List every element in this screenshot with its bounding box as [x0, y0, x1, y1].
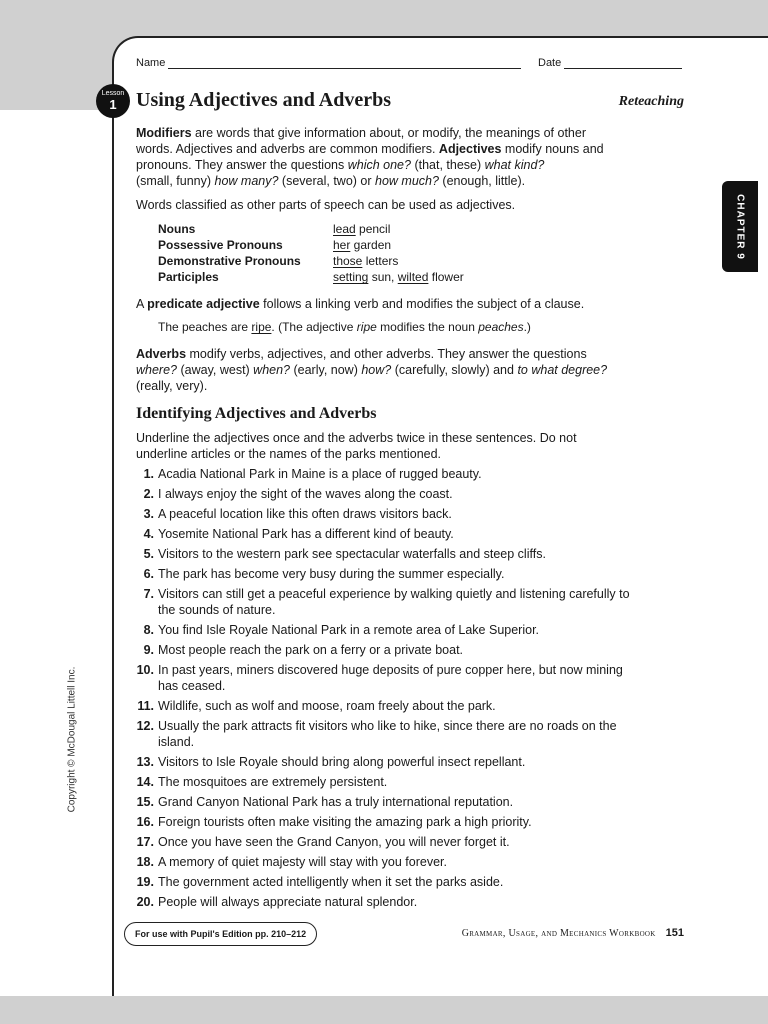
intro-text-1: are words that give information about, or modify, the meanings of other words. Adjectives and adverbs are common modifiers. [136, 126, 586, 156]
item-sentence[interactable]: Yosemite National Park has a different kind of beauty. [158, 527, 454, 541]
example-text-4: .) [523, 320, 531, 334]
date-label: Date [538, 57, 562, 69]
example-row [158, 253, 464, 269]
answer-many: (several, two) or [278, 174, 375, 188]
predicate-example [158, 319, 648, 335]
item-number: 15. [136, 795, 154, 809]
exercise-instructions: Underline the adjectives once and the adverbs twice in these sentences. Do not underline articles or the names of the parks mentioned. [136, 431, 577, 461]
example-text-1: The peaches are [158, 320, 252, 334]
answer-much: (enough, little). [438, 174, 526, 188]
exercise-item [136, 854, 636, 870]
example-text-2: . (The adjective [271, 320, 357, 334]
exercise-item [136, 526, 636, 542]
item-sentence[interactable]: In past years, miners discovered huge deposits of pure copper here, but now mining has ceased. [158, 663, 623, 693]
item-sentence[interactable]: A peaceful location like this often draws visitors back. [158, 507, 452, 521]
lesson-word: Lesson [101, 90, 125, 97]
lesson-number: 1 [109, 97, 117, 112]
exercise-heading: Identifying Adjectives and Adverbs [136, 405, 377, 422]
bottom-margin-band [0, 996, 768, 1024]
example-text-3: modifies the noun [376, 320, 479, 334]
item-sentence[interactable]: Grand Canyon National Park has a truly international reputation. [158, 795, 514, 809]
example-italic-1: ripe [356, 320, 377, 334]
answer-which: (that, these) [410, 158, 485, 172]
footer-workbook [420, 927, 684, 939]
example-phrase [333, 221, 464, 237]
item-sentence[interactable]: I always enjoy the sight of the waves along the coast. [158, 487, 453, 501]
item-sentence[interactable]: Visitors can still get a peaceful experience by walking quietly and listening carefully to the sounds of nature. [158, 587, 630, 617]
item-number: 4. [143, 527, 154, 541]
item-number: 7. [143, 587, 154, 601]
exercise-item [136, 774, 636, 790]
name-line[interactable] [168, 58, 521, 69]
example-modifier: wilted [397, 270, 429, 284]
item-number: 10. [136, 663, 154, 677]
exercise-list [136, 466, 636, 914]
item-number: 9. [143, 643, 154, 657]
item-number: 2. [143, 487, 154, 501]
item-sentence[interactable]: People will always appreciate natural splendor. [158, 895, 418, 909]
answer-how: (carefully, slowly) and [391, 363, 518, 377]
exercise-item [136, 486, 636, 502]
exercise-item [136, 642, 636, 658]
example-modifier: setting [333, 270, 369, 284]
exercise-item [136, 566, 636, 582]
item-sentence[interactable]: The park has become very busy during the summer especially. [158, 567, 505, 581]
predicate-text-1: A [136, 297, 148, 311]
item-sentence[interactable]: The mosquitoes are extremely persistent. [158, 775, 388, 789]
item-number: 8. [143, 623, 154, 637]
item-number: 12. [136, 719, 154, 733]
workbook-title: Grammar, Usage, and Mechanics Workbook [461, 928, 656, 939]
item-sentence[interactable]: Usually the park attracts fit visitors who like to hike, since there are no roads on the island. [158, 719, 617, 749]
exercise-item [136, 874, 636, 890]
chapter-tab [722, 181, 758, 272]
item-sentence[interactable]: Once you have seen the Grand Canyon, you will never forget it. [158, 835, 510, 849]
question-kind: what kind? [484, 158, 545, 172]
answer-where: (away, west) [177, 363, 254, 377]
date-line[interactable] [564, 58, 682, 69]
example-row [158, 237, 464, 253]
example-label: Nouns [158, 222, 196, 236]
item-number: 11. [137, 699, 154, 713]
adverbs-text-1: modify verbs, adjectives, and other adverbs. They answer the questions [186, 347, 587, 361]
exercise-item [136, 622, 636, 638]
exercise-item [136, 662, 636, 694]
pupil-edition-badge: For use with Pupil's Edition pp. 210–212 [124, 922, 317, 946]
adverbs-paragraph [136, 346, 626, 394]
example-label: Demonstrative Pronouns [158, 254, 301, 268]
item-number: 18. [136, 855, 154, 869]
example-italic-2: peaches [478, 320, 524, 334]
exercise-item [136, 698, 636, 714]
exercise-item [136, 506, 636, 522]
example-phrase [333, 253, 464, 269]
item-number: 13. [136, 755, 154, 769]
item-number: 5. [143, 547, 154, 561]
date-field-row [538, 57, 682, 69]
exercise-item [136, 754, 636, 770]
item-number: 6. [143, 567, 154, 581]
example-modifier: lead [333, 222, 356, 236]
item-number: 14. [136, 775, 154, 789]
exercise-item [136, 718, 636, 750]
question-degree: to what degree? [517, 363, 608, 377]
chapter-tab-label: CHAPTER 9 [734, 193, 746, 260]
section-label: Reteaching [618, 94, 684, 109]
page-number: 151 [665, 927, 684, 939]
example-modifier: those [333, 254, 363, 268]
item-number: 1. [143, 467, 154, 481]
exercise-item [136, 794, 636, 810]
item-number: 17. [136, 835, 154, 849]
question-when: when? [253, 363, 291, 377]
exercise-item [136, 546, 636, 562]
item-sentence[interactable]: Wildlife, such as wolf and moose, roam freely about the park. [158, 699, 496, 713]
page-title: Using Adjectives and Adverbs [136, 89, 392, 111]
exercise-item [136, 814, 636, 830]
answer-kind: (small, funny) [136, 174, 215, 188]
item-number: 20. [136, 895, 154, 909]
question-much: how much? [375, 174, 439, 188]
item-sentence[interactable]: You find Isle Royale National Park in a remote area of Lake Superior. [158, 623, 540, 637]
term-predicate-adjective: predicate adjective [147, 297, 260, 311]
example-word: flower [428, 270, 464, 284]
item-sentence[interactable]: Acadia National Park in Maine is a place of rugged beauty. [158, 467, 482, 481]
question-where: where? [136, 363, 177, 377]
exercise-item [136, 466, 636, 482]
question-many: how many? [214, 174, 279, 188]
predicate-adjective-paragraph [136, 296, 626, 312]
question-which: which one? [347, 158, 411, 172]
example-word: pencil [355, 222, 391, 236]
example-label: Participles [158, 270, 219, 284]
term-modifiers: Modifiers [136, 126, 192, 140]
example-underlined: ripe [251, 320, 272, 334]
item-number: 16. [136, 815, 154, 829]
intro-paragraph [136, 125, 626, 189]
term-adverbs: Adverbs [136, 347, 187, 361]
exercise-item [136, 586, 636, 618]
example-label: Possessive Pronouns [158, 238, 283, 252]
item-sentence[interactable]: The government acted intelligently when it set the parks aside. [158, 875, 504, 889]
example-phrase [333, 269, 464, 285]
item-sentence[interactable]: Visitors to the western park see spectacular waterfalls and steep cliffs. [158, 547, 546, 561]
question-how: how? [361, 363, 392, 377]
item-sentence[interactable]: Visitors to Isle Royale should bring along powerful insect repellant. [158, 755, 526, 769]
examples-table [158, 221, 464, 285]
predicate-text-2: follows a linking verb and modifies the subject of a clause. [259, 297, 585, 311]
item-sentence[interactable]: Most people reach the park on a ferry or a private boat. [158, 643, 464, 657]
name-field-row [136, 57, 521, 69]
item-sentence[interactable]: A memory of quiet majesty will stay with you forever. [158, 855, 447, 869]
example-phrase [333, 237, 464, 253]
exercise-item [136, 894, 636, 910]
exercise-item [136, 834, 636, 850]
classified-sentence: Words classified as other parts of speech can be used as adjectives. [136, 198, 516, 212]
answer-when: (early, now) [290, 363, 362, 377]
example-word: letters [362, 254, 399, 268]
example-modifier: her [333, 238, 351, 252]
example-row [158, 269, 464, 285]
example-word: garden [350, 238, 392, 252]
copyright-notice: Copyright © McDougal Littell Inc. [66, 666, 78, 813]
answer-degree: (really, very). [136, 379, 208, 393]
item-sentence[interactable]: Foreign tourists often make visiting the amazing park a high priority. [158, 815, 532, 829]
example-row [158, 221, 464, 237]
example-word: sun, [368, 270, 398, 284]
item-number: 19. [136, 875, 154, 889]
lesson-badge [96, 84, 130, 118]
term-adjectives: Adjectives [438, 142, 502, 156]
intro-text-2: modify nouns and pronouns. They answer the questions [136, 142, 604, 172]
name-label: Name [136, 57, 166, 69]
item-number: 3. [143, 507, 154, 521]
